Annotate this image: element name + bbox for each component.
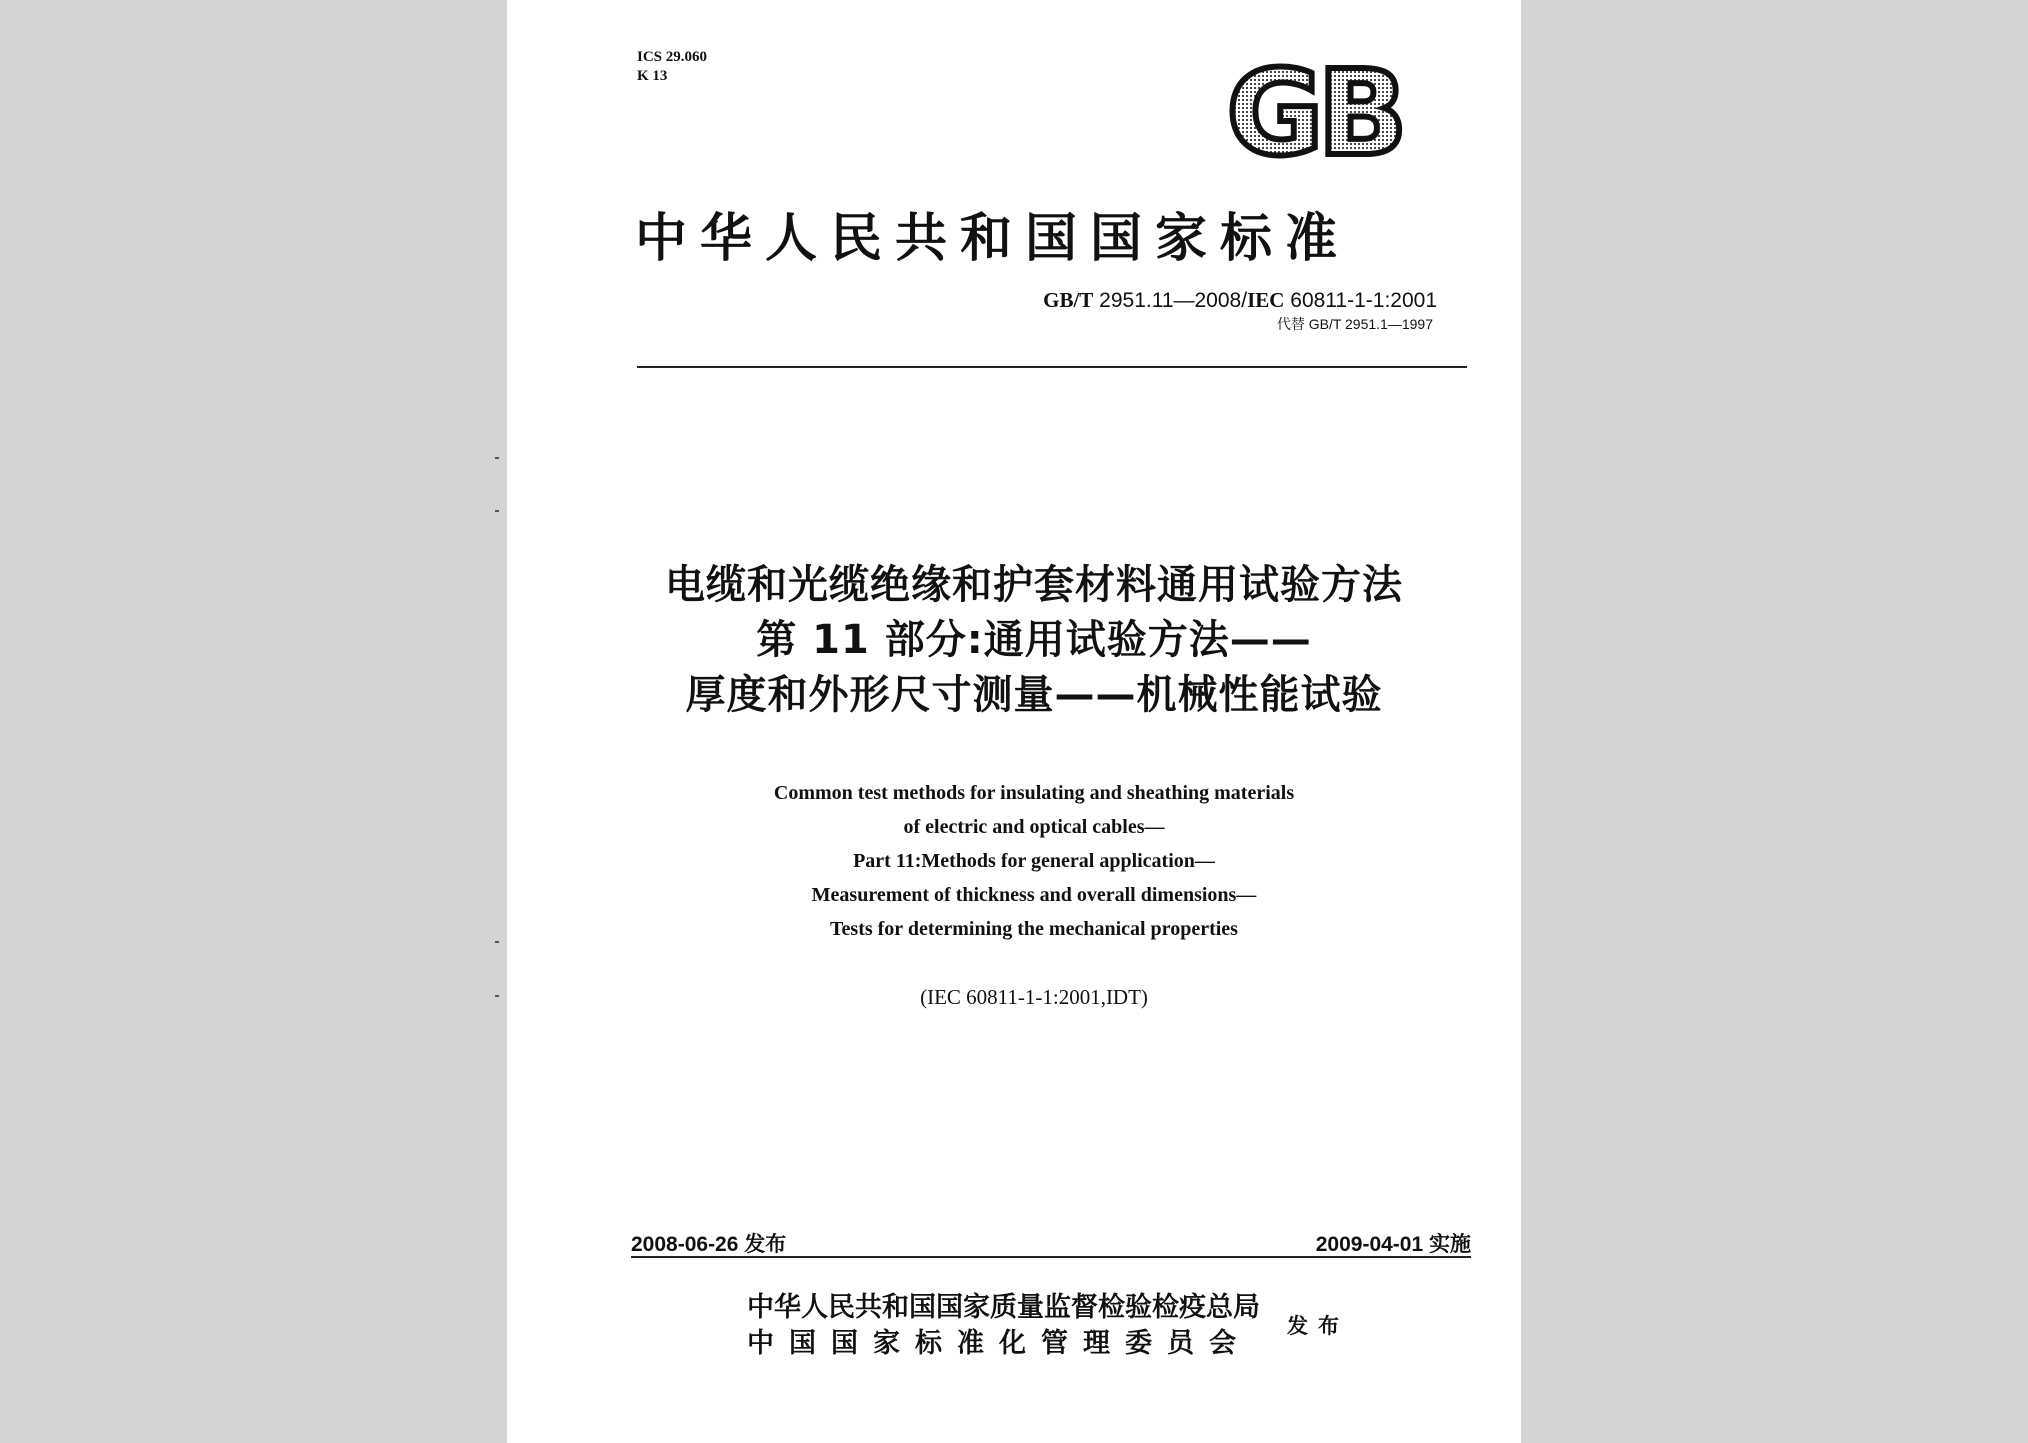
footer-divider: [631, 1256, 1471, 1258]
english-title: [507, 776, 1561, 946]
scan-mark: [495, 941, 499, 943]
standard-number: [1043, 288, 1437, 313]
implementation-date: 2009-04-01 实施: [1315, 1233, 1471, 1256]
cn-title-line1: 电缆和光缆绝缘和护套材料通用试验方法: [665, 562, 1403, 608]
issue-date: 2008-06-26 发布: [631, 1233, 787, 1256]
en-title-line2: of electric and optical cables—: [903, 816, 1165, 838]
scan-mark: [495, 510, 499, 512]
chinese-title: [507, 558, 1561, 723]
classification-codes: [637, 48, 707, 86]
std-number-main: 2951.11—2008/: [1099, 289, 1248, 312]
std-iec-number: 60811-1-1:2001: [1290, 289, 1437, 312]
national-standard-heading: 中华人民共和国国家标准: [635, 208, 1351, 269]
en-title-line3: Part 11:Methods for general application—: [853, 850, 1215, 872]
header-divider: [637, 366, 1467, 368]
iec-equivalence: (IEC 60811-1-1:2001,IDT): [920, 985, 1148, 1009]
publish-label: 发布: [1287, 1313, 1349, 1338]
document-page: [507, 0, 1521, 1443]
gb-logo-text: GB: [1226, 58, 1402, 168]
gb-logo: [1209, 58, 1419, 168]
scan-mark: [495, 457, 499, 459]
en-title-line1: Common test methods for insulating and sheathing materials: [773, 782, 1295, 804]
cn-title-line2: 第 11 部分:通用试验方法——: [756, 617, 1312, 663]
scan-mark: [495, 995, 499, 997]
issuer-line2: 中国国家标准化管理委员会: [747, 1328, 1251, 1359]
std-iec-prefix: IEC: [1247, 288, 1285, 312]
en-title-line4: Measurement of thickness and overall dimensions—: [811, 884, 1257, 906]
issuer-line1: 中华人民共和国国家质量监督检验检疫总局: [747, 1292, 1260, 1323]
en-title-line5: Tests for determining the mechanical properties: [830, 918, 1238, 940]
std-prefix: GB/T: [1043, 288, 1094, 312]
cn-title-line3: 厚度和外形尺寸测量——机械性能试验: [685, 672, 1383, 718]
issuing-authorities: [747, 1290, 1260, 1362]
replaces-note: 代替 GB/T 2951.1—1997: [1276, 316, 1433, 332]
ics-code: ICS 29.060: [637, 49, 708, 65]
ccs-code: K 13: [637, 68, 668, 84]
